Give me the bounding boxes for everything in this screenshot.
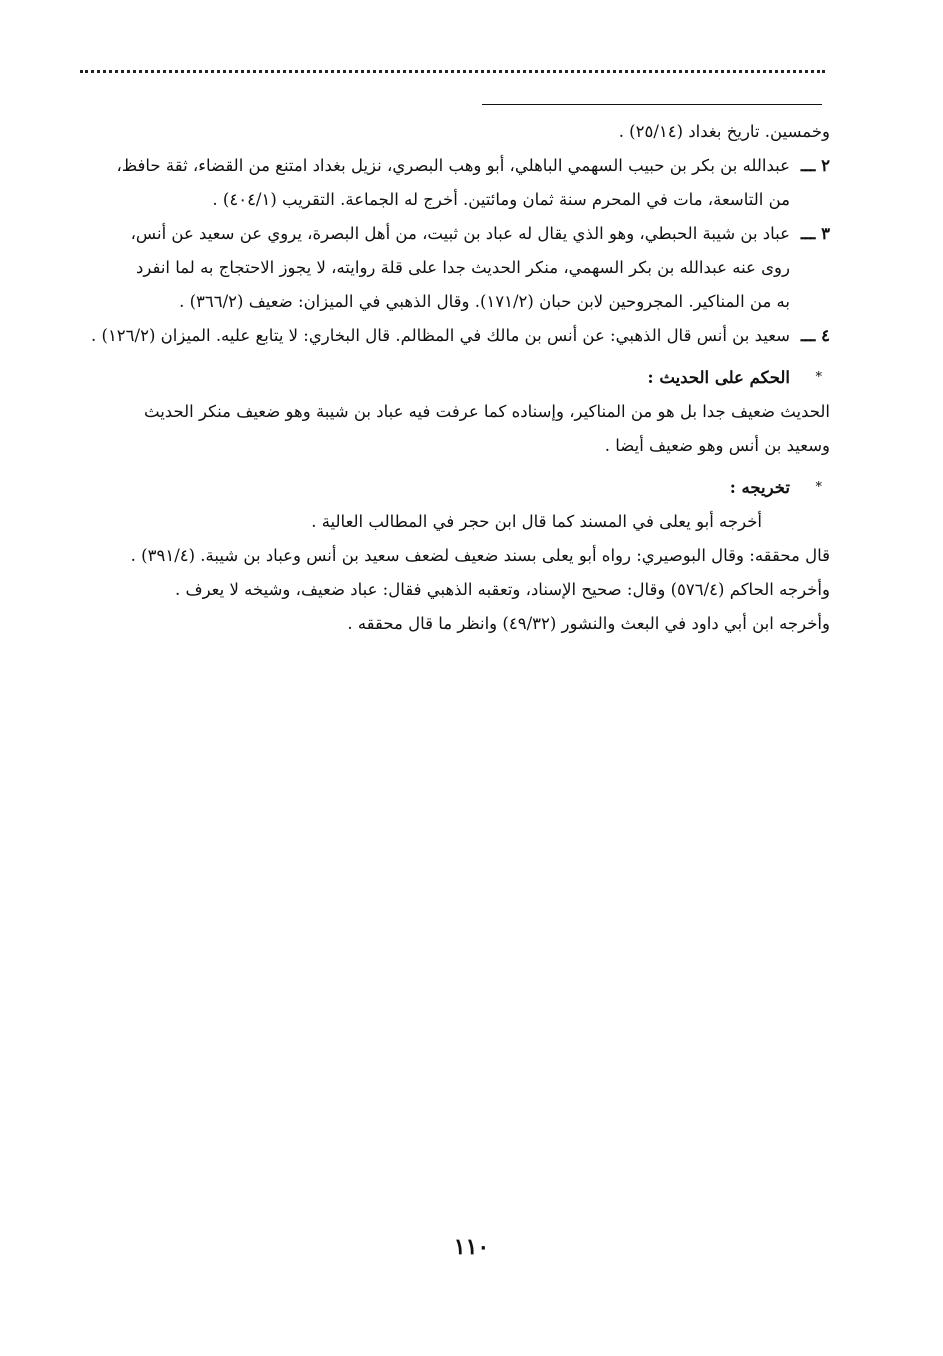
footnote-line: سعيد بن أنس قال الذهبي: عن أنس بن مالك في المظالم. قال البخاري: لا يتابع عليه. الميزان (١٢٦/٢) .: [91, 326, 790, 345]
ruling-line: الحديث ضعيف جدا بل هو من المناكير، وإسناده كما عرفت فيه عباد بن شيبة وهو ضعيف منكر الحديث: [144, 402, 830, 421]
takhrij-first-line: أخرجه أبو يعلى في المسند كما قال ابن حجر في المطالب العالية .: [311, 512, 762, 531]
footnote-number: ٢ ـــ: [800, 156, 830, 175]
footnote-number: ٣ ـــ: [800, 224, 830, 243]
footnote-line: روى عنه عبدالله بن بكر السهمي، منكر الحديث جدا على قلة روايته، لا يجوز الاحتجاج به لما انفرد: [136, 258, 790, 277]
footnote-number: ٤ ـــ: [800, 326, 830, 345]
footnote-continuation: وخمسين. تاريخ بغداد (٢٥/١٤) .: [618, 122, 830, 141]
star-bullet-icon: *: [815, 370, 822, 385]
page-content: [78, 115, 830, 641]
ruling-section: [78, 361, 830, 395]
footnote-line: عباد بن شيبة الحبطي، وهو الذي يقال له عباد بن ثبيت، من أهل البصرة، يروي عن سعيد عن أنس،: [130, 224, 790, 243]
footnote-2: [78, 149, 830, 217]
takhrij-line: وأخرجه ابن أبي داود في البعث والنشور (٤٩/٣٢) وانظر ما قال محققه .: [347, 614, 830, 633]
ruling-heading: الحكم على الحديث :: [647, 368, 790, 387]
footnote-line: من التاسعة، مات في المحرم سنة ثمان ومائتين. أخرج له الجماعة. التقريب (٤٠٤/١) .: [212, 190, 790, 209]
takhrij-line: وأخرجه الحاكم (٥٧٦/٤) وقال: صحيح الإسناد، وتعقبه الذهبي فقال: عباد ضعيف، وشيخه لا يعرف .: [174, 580, 830, 599]
footnote-3: [78, 217, 830, 319]
page-number: ١١٠: [453, 1234, 490, 1260]
star-bullet-icon: *: [815, 480, 822, 495]
footnote-line: عبدالله بن بكر بن حبيب السهمي الباهلي، أبو وهب البصري، نزيل بغداد امتنع من القضاء، ثقة حافظ،: [116, 156, 790, 175]
footnote-rule: [482, 104, 822, 105]
takhrij-section: [78, 471, 830, 505]
ruling-line: وسعيد بن أنس وهو ضعيف أيضا .: [604, 436, 830, 455]
takhrij-line: قال محققه: وقال البوصيري: رواه أبو يعلى بسند ضعيف لضعف سعيد بن أنس وعباد بن شيبة. (٣٩١/٤) .: [130, 546, 830, 565]
takhrij-heading: تخريجه :: [729, 478, 790, 497]
footnote-4: [78, 319, 830, 353]
footnote-line: به من المناكير. المجروحين لابن حبان (١٧١/٢). وقال الذهبي في الميزان: ضعيف (٣٦٦/٢) .: [179, 292, 790, 311]
dotted-separator: [80, 70, 825, 73]
